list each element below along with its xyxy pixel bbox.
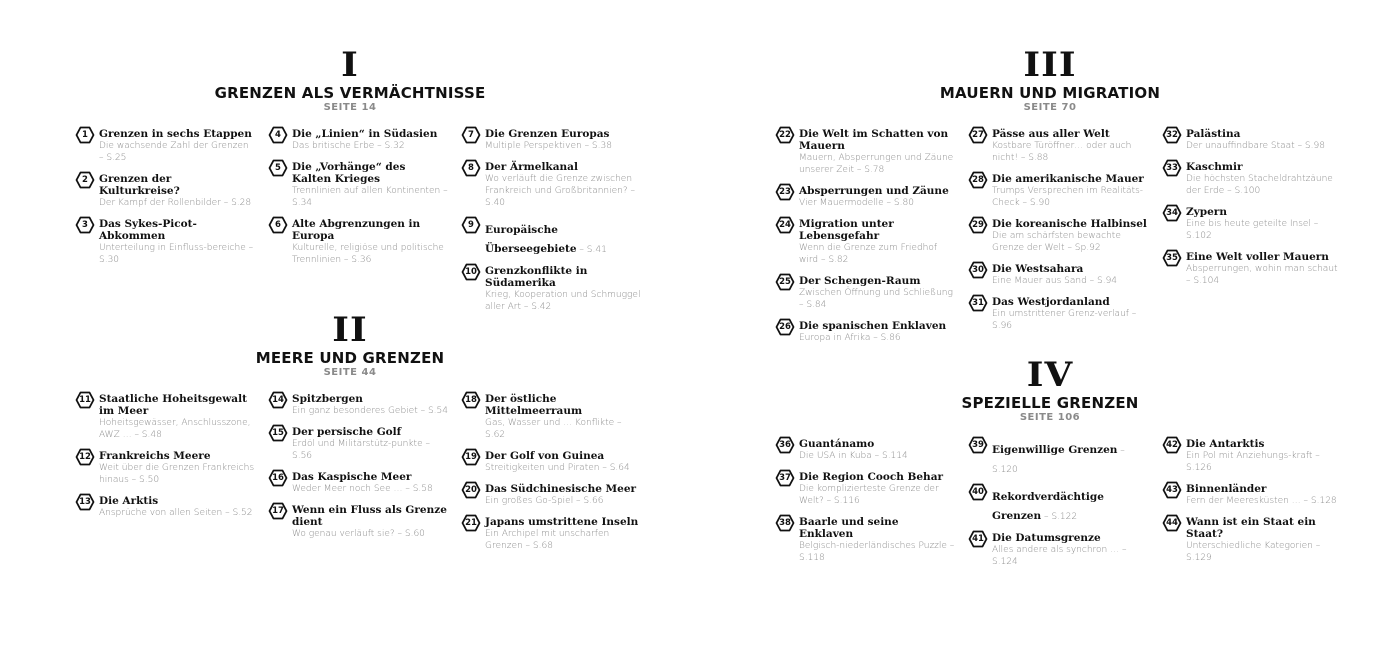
chapter-number: 17 [272,506,284,516]
hexagon-number-badge [268,126,288,144]
chapter-number: 23 [779,187,791,197]
toc-column [461,393,641,561]
toc-entry[interactable] [775,185,955,209]
chapter-title: Grenzkonflikte in Südamerika [485,265,588,289]
toc-entry[interactable] [75,128,255,164]
chapter-number: 10 [465,267,477,277]
chapter-subtitle: Fern der Meeresküsten … – S.128 [1186,496,1337,506]
hexagon-number-badge [268,391,288,409]
toc-entry[interactable] [968,218,1148,254]
toc-entry[interactable] [268,218,448,266]
chapter-number: 1 [82,130,88,140]
chapter-title: Wann ist ein Staat ein Staat? [1186,516,1316,540]
chapter-number: 39 [972,440,984,450]
hexagon-number-badge [268,469,288,487]
toc-column [75,393,255,528]
section-title: MAUERN UND MIGRATION [939,84,1161,102]
chapter-number: 36 [779,440,791,450]
toc-entry[interactable] [775,471,955,507]
chapter-number: 37 [779,473,791,483]
chapter-title: Die Westsahara [992,263,1084,275]
chapter-subtitle: Die wachsende Zahl der Grenzen – S.25 [99,141,249,163]
chapter-number: 9 [468,220,474,230]
toc-entry[interactable] [75,218,255,266]
chapter-number: 30 [972,265,984,275]
chapter-number: 28 [972,175,984,185]
chapter-title: Die amerikanische Mauer [992,173,1144,185]
chapter-subtitle: Ein Archipel mit unscharfen Grenzen – S.68 [485,529,610,551]
chapter-title: Migration unter Lebensgefahr [799,218,894,242]
toc-entry[interactable] [1162,161,1342,197]
toc-column [268,128,448,275]
hexagon-number-badge [1162,249,1182,267]
chapter-subtitle: – S.41 [576,245,607,255]
chapter-title: Der persische Golf [292,426,402,438]
chapter-subtitle: Der unauffindbare Staat – S.98 [1186,141,1325,151]
chapter-subtitle: Unterteilung in Einfluss-bereiche – S.30 [99,243,254,265]
hexagon-number-badge [775,126,795,144]
hexagon-number-badge [268,159,288,177]
section-page: SEITE 14 [323,102,377,113]
section-title: SPEZIELLE GRENZEN [961,394,1139,412]
section-numeral: IV [1026,355,1074,395]
section-numeral: II [332,310,368,350]
chapter-title: Die Region Cooch Behar [799,471,944,483]
chapter-number: 15 [272,428,284,438]
hexagon-number-badge [268,424,288,442]
toc-entry[interactable] [461,265,641,313]
toc-column [1162,438,1342,573]
chapter-title: Eigenwillige Grenzen [992,444,1118,456]
chapter-title: Die Antarktis [1186,438,1265,450]
chapter-number: 41 [972,534,984,544]
chapter-subtitle: Trumps Versprechen im Realitäts-Check – S.90 [992,186,1144,208]
hexagon-number-badge [268,502,288,520]
toc-entry[interactable] [268,128,448,152]
section-page: SEITE 106 [1019,412,1081,423]
chapter-title: Die „Linien“ in Südasien [292,128,438,140]
chapter-title: Die koreanische Halbinsel [992,218,1147,230]
chapter-subtitle: Belgisch-niederländisches Puzzle – S.118 [799,541,955,563]
section-title: GRENZEN ALS VERMÄCHTNISSE [214,84,486,102]
toc-entry[interactable] [1162,438,1342,474]
chapter-number: 20 [465,485,477,495]
hexagon-number-badge [775,216,795,234]
toc-column [968,128,1148,341]
hexagon-number-badge [775,514,795,532]
hexagon-number-badge [968,483,988,501]
hexagon-number-badge [968,261,988,279]
hexagon-number-badge [968,530,988,548]
chapter-number: 43 [1166,485,1178,495]
chapter-title: Kaschmir [1186,161,1243,173]
hexagon-number-badge [461,263,481,281]
chapter-title: Wenn ein Fluss als Grenze dient [292,504,447,528]
chapter-title: Spitzbergen [292,393,363,405]
toc-entry[interactable] [968,263,1148,287]
toc-entry[interactable] [968,296,1148,332]
chapter-number: 16 [272,473,284,483]
chapter-subtitle: Ansprüche von allen Seiten – S.52 [99,508,253,518]
chapter-title: Die Grenzen Europas [485,128,610,140]
chapter-title: Japans umstrittene Inseln [485,516,639,528]
chapter-title: Grenzen der Kulturkreise? [99,173,180,197]
hexagon-number-badge [75,171,95,189]
chapter-number: 25 [779,277,791,287]
chapter-subtitle: Mauern, Absperrungen und Zäune unserer Zeit – S.78 [799,153,954,175]
hexagon-number-badge [968,436,988,454]
toc-entry[interactable] [75,173,255,209]
chapter-number: 27 [972,130,984,140]
toc-entry[interactable] [75,393,255,441]
chapter-subtitle: Ein umstrittener Grenz-verlauf – S.96 [992,309,1137,331]
chapter-number: 26 [779,322,791,332]
hexagon-number-badge [1162,159,1182,177]
hexagon-number-badge [461,216,481,234]
chapter-subtitle: Ein Pol mit Anziehungs-kraft – S.126 [1186,451,1320,473]
toc-column [775,128,955,353]
hexagon-number-badge [75,126,95,144]
chapter-title: Absperrungen und Zäune [799,185,949,197]
chapter-title: Der östliche Mittelmeerraum [485,393,583,417]
chapter-title: Die „Vorhänge“ des Kalten Krieges [292,161,406,185]
chapter-title: Binnenländer [1186,483,1267,495]
toc-entry[interactable] [461,161,641,209]
chapter-subtitle: Gas, Wasser und … Konflikte – S.62 [485,418,622,440]
chapter-title: Palästina [1186,128,1241,140]
chapter-subtitle: Absperrungen, wohin man schaut – S.104 [1186,264,1338,286]
toc-entry[interactable] [1162,128,1342,152]
hexagon-number-badge [775,436,795,454]
hexagon-number-badge [75,493,95,511]
toc-entry[interactable] [775,275,955,311]
section-header [870,355,1230,424]
chapter-number: 4 [275,130,281,140]
section-numeral: I [341,45,359,85]
chapter-title: Rekordverdächtige Grenzen [992,491,1104,522]
section-header [170,45,530,114]
chapter-number: 14 [272,395,284,405]
toc-entry[interactable] [775,128,955,176]
hexagon-number-badge [461,448,481,466]
hexagon-number-badge [1162,514,1182,532]
section-title: MEERE UND GRENZEN [255,349,445,367]
hexagon-number-badge [461,159,481,177]
chapter-number: 19 [465,452,477,462]
chapter-subtitle: Unterschiedliche Kategorien – S.129 [1186,541,1321,563]
toc-column [461,128,641,322]
chapter-number: 6 [275,220,281,230]
hexagon-number-badge [1162,436,1182,454]
toc-column [75,128,255,275]
hexagon-number-badge [461,391,481,409]
toc-entry[interactable] [268,504,448,540]
chapter-subtitle: Die USA in Kuba – S.114 [799,451,908,461]
chapter-number: 42 [1166,440,1178,450]
chapter-number: 34 [1166,208,1178,218]
toc-entry[interactable] [968,532,1148,568]
section-page: SEITE 44 [323,367,377,378]
toc-column [968,438,1148,577]
chapter-subtitle: Die komplizierteste Grenze der Welt? – S.116 [799,484,939,506]
chapter-subtitle: Weder Meer noch See … – S.58 [292,484,433,494]
chapter-title: Der Golf von Guinea [485,450,605,462]
chapter-number: 13 [79,497,91,507]
chapter-subtitle: Multiple Perspektiven – S.38 [485,141,612,151]
toc-entry[interactable] [461,128,641,152]
chapter-subtitle: Der Kampf der Rollenbilder – S.28 [99,198,252,208]
chapter-subtitle: Streitigkeiten und Piraten – S.64 [485,463,630,473]
chapter-subtitle: Kulturelle, religiöse und politische Trennlinien – S.36 [292,243,444,265]
chapter-title: Der Schengen-Raum [799,275,921,287]
chapter-subtitle: Das britische Erbe – S.32 [292,141,405,151]
chapter-subtitle: – S.122 [1041,512,1078,522]
chapter-number: 31 [972,298,984,308]
section-header [870,45,1230,114]
chapter-number: 29 [972,220,984,230]
toc-entry[interactable] [75,495,255,519]
chapter-subtitle: Kostbare Türöffner… oder auch nicht! – S.88 [992,141,1132,163]
chapter-number: 18 [465,395,477,405]
chapter-title: Das Südchinesische Meer [485,483,637,495]
section-page: SEITE 70 [1023,102,1077,113]
chapter-title: Staatliche Hoheitsgewalt im Meer [99,393,247,417]
chapter-title: Grenzen in sechs Etappen [99,128,252,140]
chapter-number: 12 [79,452,91,462]
toc-entry[interactable] [1162,483,1342,507]
toc-entry[interactable] [461,483,641,507]
chapter-subtitle: Trennlinien auf allen Kontinenten – S.34 [292,186,448,208]
hexagon-number-badge [1162,204,1182,222]
toc-entry[interactable] [968,438,1148,476]
chapter-subtitle: Wo verläuft die Grenze zwischen Frankreich und Großbritannien? – S.40 [485,174,636,208]
toc-entry[interactable] [968,485,1148,523]
chapter-number: 35 [1166,253,1178,263]
toc-column [775,438,955,573]
toc-entry[interactable] [968,173,1148,209]
chapter-number: 22 [779,130,791,140]
hexagon-number-badge [75,448,95,466]
hexagon-number-badge [775,469,795,487]
hexagon-number-badge [461,126,481,144]
toc-entry[interactable] [461,393,641,441]
chapter-title: Europäische Überseegebiete [485,224,577,255]
chapter-subtitle: Die höchsten Stacheldrahtzäune der Erde – S.100 [1186,174,1333,196]
chapter-number: 44 [1166,518,1178,528]
toc-entry[interactable] [1162,516,1342,564]
chapter-number: 38 [779,518,791,528]
chapter-subtitle: Krieg, Kooperation und Schmuggel aller Art – S.42 [485,290,641,312]
chapter-number: 8 [468,163,474,173]
hexagon-number-badge [968,216,988,234]
chapter-title: Frankreichs Meere [99,450,211,462]
hexagon-number-badge [75,216,95,234]
chapter-title: Alte Abgrenzungen in Europa [292,218,421,242]
chapter-subtitle: Erdöl und Militärstütz-punkte – S.56 [292,439,430,461]
chapter-title: Die Welt im Schatten von Mauern [799,128,949,152]
toc-entry[interactable] [775,438,955,462]
chapter-number: 32 [1166,130,1178,140]
chapter-subtitle: Vier Mauermodelle – S.80 [799,198,914,208]
hexagon-number-badge [268,216,288,234]
hexagon-number-badge [1162,481,1182,499]
chapter-number: 2 [82,175,88,185]
chapter-subtitle: Ein ganz besonderes Gebiet – S.54 [292,406,448,416]
toc-entry[interactable] [268,161,448,209]
chapter-number: 40 [972,487,984,497]
toc-column [1162,128,1342,296]
hexagon-number-badge [775,183,795,201]
chapter-subtitle: Alles andere als synchron … – S.124 [992,545,1127,567]
hexagon-number-badge [461,481,481,499]
toc-entry[interactable] [1162,251,1342,287]
hexagon-number-badge [968,171,988,189]
chapter-title: Das Kaspische Meer [292,471,412,483]
toc-entry[interactable] [75,450,255,486]
section-header [170,310,530,379]
hexagon-number-badge [968,294,988,312]
chapter-number: 24 [779,220,791,230]
chapter-number: 11 [79,395,91,405]
chapter-number: 5 [275,163,281,173]
chapter-title: Pässe aus aller Welt [992,128,1110,140]
chapter-subtitle: – S.120 [992,446,1125,475]
chapter-title: Zypern [1186,206,1227,218]
section-numeral: III [1023,45,1077,85]
chapter-number: 21 [465,518,477,528]
hexagon-number-badge [968,126,988,144]
chapter-title: Das Westjordanland [992,296,1110,308]
hexagon-number-badge [1162,126,1182,144]
hexagon-number-badge [775,273,795,291]
toc-entry[interactable] [268,393,448,417]
chapter-title: Die Arktis [99,495,159,507]
chapter-number: 33 [1166,163,1178,173]
chapter-subtitle: Die am schärfsten bewachte Grenze der Welt – Sp.92 [992,231,1121,253]
toc-entry[interactable] [1162,206,1342,242]
chapter-subtitle: Eine bis heute geteilte Insel – S.102 [1186,219,1319,241]
chapter-subtitle: Europa in Afrika – S.86 [799,333,901,343]
toc-column [268,393,448,549]
chapter-title: Eine Welt voller Mauern [1186,251,1329,263]
chapter-title: Die spanischen Enklaven [799,320,947,332]
chapter-title: Der Ärmelkanal [485,161,578,173]
toc-entry[interactable] [461,218,641,256]
toc-entry[interactable] [968,128,1148,164]
toc-entry[interactable] [775,516,955,564]
chapter-subtitle: Weit über die Grenzen Frankreichs hinaus – S.50 [99,463,255,485]
chapter-number: 7 [468,130,474,140]
toc-entry[interactable] [268,426,448,462]
toc-entry[interactable] [461,516,641,552]
chapter-subtitle: Hoheitsgewässer, Anschlusszone, AWZ … – S.48 [99,418,251,440]
hexagon-number-badge [775,318,795,336]
toc-entry[interactable] [775,218,955,266]
chapter-number: 3 [82,220,88,230]
toc-entry[interactable] [268,471,448,495]
chapter-subtitle: Zwischen Öffnung und Schließung – S.84 [799,288,953,310]
chapter-title: Guantánamo [799,438,875,450]
chapter-title: Baarle und seine Enklaven [799,516,899,540]
chapter-title: Das Sykes-Picot-Abkommen [99,218,197,242]
chapter-subtitle: Wo genau verläuft sie? – S.60 [292,529,425,539]
chapter-subtitle: Ein großes Go-Spiel – S.66 [485,496,604,506]
hexagon-number-badge [75,391,95,409]
hexagon-number-badge [461,514,481,532]
chapter-title: Die Datumsgrenze [992,532,1101,544]
toc-entry[interactable] [775,320,955,344]
chapter-subtitle: Wenn die Grenze zum Friedhof wird – S.82 [799,243,938,265]
chapter-subtitle: Eine Mauer aus Sand – S.94 [992,276,1118,286]
toc-entry[interactable] [461,450,641,474]
